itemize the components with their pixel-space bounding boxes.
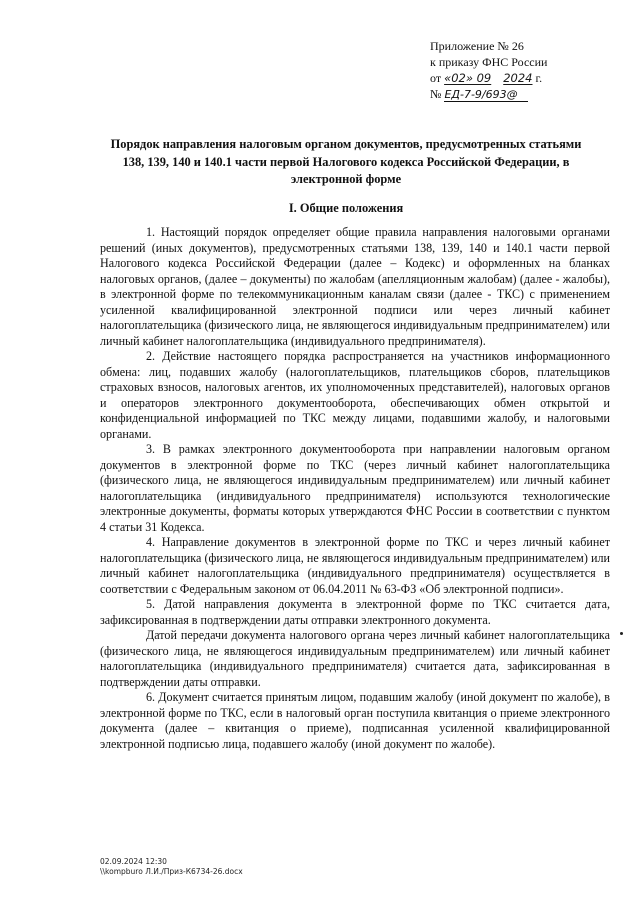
handwritten-order-number: ЕД-7-9/693@ <box>444 88 527 102</box>
order-reference: к приказу ФНС России <box>430 55 548 69</box>
footer-timestamp: 02.09.2024 12:30 <box>100 857 167 866</box>
section-heading: I. Общие положения <box>288 201 404 215</box>
paragraph-4: 4. Направление документов в электронной форме по ТКС и через личный кабинет налогоплательщика (физического лица, не являющегося индивидуальным предпринимателем) или личный кабинет налогоплательщика (индивидуального предпринимателя) осуществляется в соответствии с Федеральным законом от 06.04.2011 № 63-ФЗ «Об электронной подписи». <box>100 535 610 596</box>
footer <box>100 857 400 877</box>
paragraph-6: 6. Документ считается принятым лицом, подавшим жалобу (иной документ по жалобе), в электронной форме по ТКС, если в налоговый орган поступила квитанция о приеме электронного документа (далее – квитанция о приеме), подписанная усиленной квалифицированной электронной подписью лица, подавшего жалобу (иной документ по жалобе). <box>100 690 610 751</box>
document-body <box>100 225 610 752</box>
appendix-title: Приложение № 26 <box>430 39 524 53</box>
number-prefix: № <box>430 87 442 101</box>
handwritten-date: «02» 09 <box>444 71 492 85</box>
paragraph-5-continued: Датой передачи документа налогового органа через личный кабинет налогоплательщика (физического лица, не являющегося индивидуальным предпринимателем) или личный кабинет налогоплательщика (индивидуального предпринимателя) считается дата, зафиксированная в подтверждении даты отправки. <box>100 628 610 689</box>
document-title: Порядок направления налоговым органом документов, предусмотренных статьями 138, 139, 140 и 140.1 части первой Налогового кодекса Российской Федерации, в электронной форме <box>110 137 582 186</box>
year-suffix: г. <box>535 71 543 85</box>
paragraph-3: 3. В рамках электронного документооборота при направлении налоговым органом документов в электронной форме по ТКС (через личный кабинет налогоплательщика (физического лица, не являющегося индивидуальным предпринимателем) или личный кабинет налогоплательщика (индивидуального предпринимателя) используются технологические электронные документы, форматы которых утверждаются ФНС России в соответствии с пунктом 4 статьи 31 Кодекса. <box>100 442 610 534</box>
footer-file-path: \\kompburo Л.И./Приз-К6734-26.docx <box>100 867 243 876</box>
order-number-line <box>430 86 630 103</box>
appendix-block <box>430 38 630 103</box>
scan-mark <box>620 632 623 635</box>
paragraph-5: 5. Датой направления документа в электронной форме по ТКС считается дата, зафиксированная в подтверждении даты отправки электронного документа. <box>100 597 610 627</box>
date-prefix: от <box>430 71 442 85</box>
handwritten-year: 2024 <box>503 71 533 85</box>
paragraph-1: 1. Настоящий порядок определяет общие правила направления налоговыми органами решений (иных документов), предусмотренных статьями 138, 139, 140 и 140.1 части первой Налогового кодекса Российской Федерации (далее – Кодекс) и оформленных на бланках налоговых органов, (далее – документы) по жалобам (апелляционным жалобам) (далее - жалобы), в электронной форме по телекоммуникационным каналам связи (далее - ТКС) с применением усиленной квалифицированной электронной подписи или через личный кабинет налогоплательщика (физического лица, не являющегося индивидуальным предпринимателем) или личный кабинет налогоплательщика (индивидуального предпринимателя). <box>100 225 610 348</box>
order-date-line <box>430 70 630 86</box>
paragraph-2: 2. Действие настоящего порядка распространяется на участников информационного обмена: лиц, подавших жалобу (налогоплательщиков, плательщиков сборов, плательщиков страховых взносов, налоговых агентов, их уполномоченных представителей), налоговых органов и операторов электронного документооборота, обеспечивающих обмен открытой и конфиденциальной информацией по ТКС между лицами, подавшими жалобу, и налоговыми органами. <box>100 349 610 441</box>
